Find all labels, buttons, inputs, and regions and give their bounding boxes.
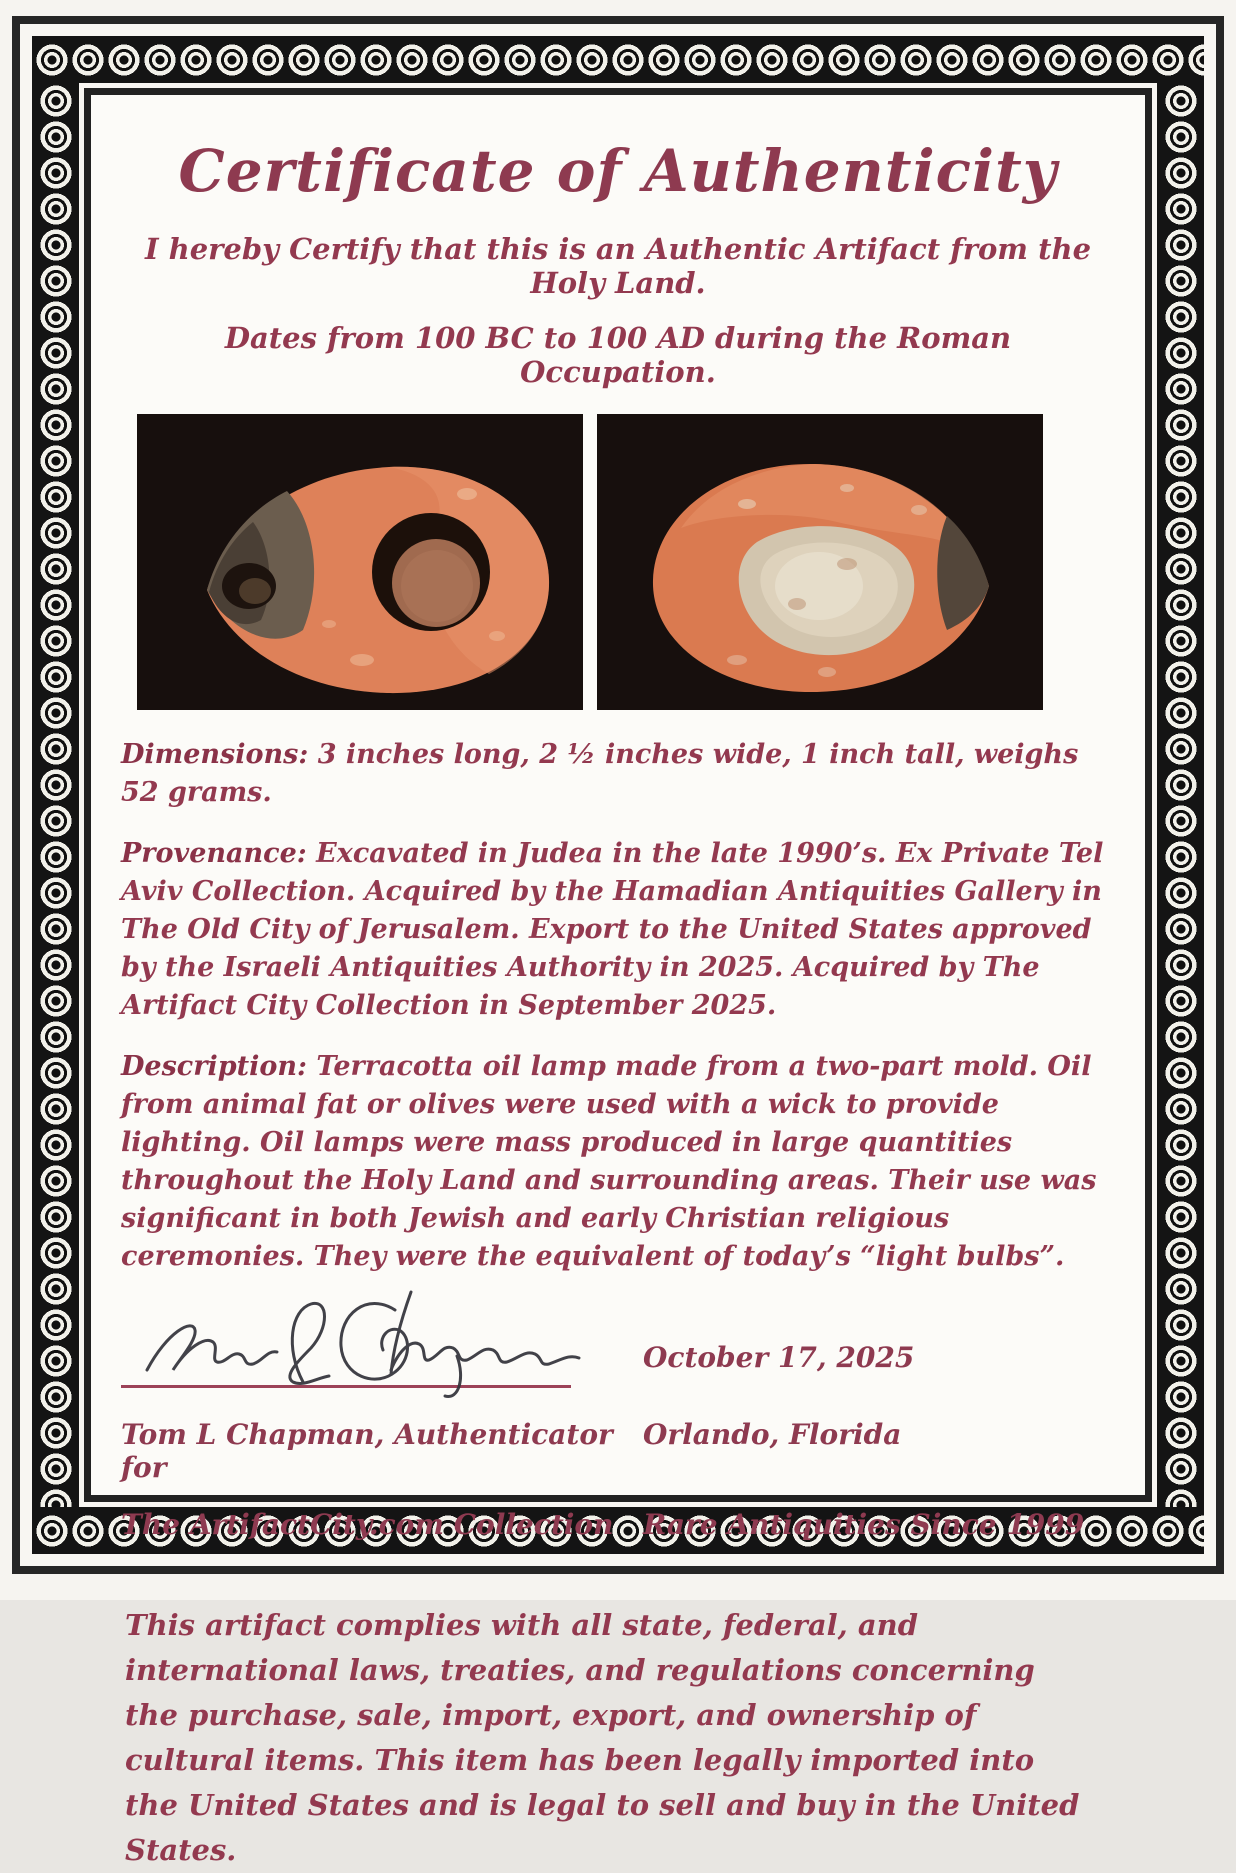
circle-ornament-border-top-icon: [32, 36, 1204, 83]
dating-statement: Dates from 100 BC to 100 AD during the Roman Occupation.: [224, 321, 1012, 389]
certificate-date: October 17, 2025: [643, 1341, 915, 1374]
artifact-photo-top-view: [137, 414, 583, 710]
outer-frame: [12, 16, 1224, 1867]
signature-block: [121, 1286, 1119, 1541]
description-value: Terracotta oil lamp made from a two-part mold. Oil from animal fat or olives were used with a wick to provide lighting. Oil lamps were mass produced in large quantities throughout the Holy Land and surrounding areas. Their use was significant in both Jewish and early Christian religious ceremonies. They were the equivalent of today’s “light bulbs”.: [121, 1051, 1097, 1272]
dimensions-field: [121, 736, 1109, 812]
certify-statement: I hereby Certify that this is an Authentic Artifact from the Holy Land.: [144, 232, 1092, 300]
certificate-title: Certificate of Authenticity: [178, 137, 1058, 205]
provenance-field: [121, 835, 1109, 1025]
dimensions-value: 3 inches long, 2 ½ inches wide, 1 inch tall, weighs 52 grams.: [121, 739, 1079, 808]
ornamental-border: [32, 36, 1204, 1867]
description-label: Description:: [121, 1051, 307, 1082]
handwritten-signature: [127, 1282, 597, 1408]
signature-area: [121, 1286, 643, 1394]
dimensions-label: Dimensions:: [121, 739, 309, 770]
provenance-value: Excavated in Judea in the late 1990’s. Ex Private Tel Aviv Collection. Acquired by the Hamadian Antiquities Gallery in The Old City of Jerusalem. Export to the United States approved by the Israeli Antiquities Authority in 2025. Acquired by The Artifact City Collection in September 2025.: [121, 838, 1104, 1021]
provenance-label: Provenance:: [121, 838, 307, 869]
legal-statement: This artifact complies with all state, federal, and international laws, treaties, and regulations concerning the purchase, sale, import, export, and ownership of cultural items. This item has been legally imported into the United States and is legal to sell and buy in the United States.: [125, 1608, 1080, 1867]
artifact-photo-bottom-view: [597, 414, 1043, 710]
circle-ornament-border-left-icon: [32, 83, 79, 1507]
tagline-text: Rare Antiquities Since 1999: [643, 1508, 1085, 1541]
authenticator-name: Tom L Chapman, Authenticator for: [121, 1418, 613, 1484]
collection-name: The ArtifactCity.com Collection: [121, 1508, 614, 1541]
artifact-photos: [137, 414, 1119, 710]
circle-ornament-border-right-icon: [1157, 83, 1204, 1507]
location-text: Orlando, Florida: [643, 1418, 902, 1451]
certificate-body: [84, 88, 1152, 1867]
description-field: [121, 1048, 1109, 1276]
